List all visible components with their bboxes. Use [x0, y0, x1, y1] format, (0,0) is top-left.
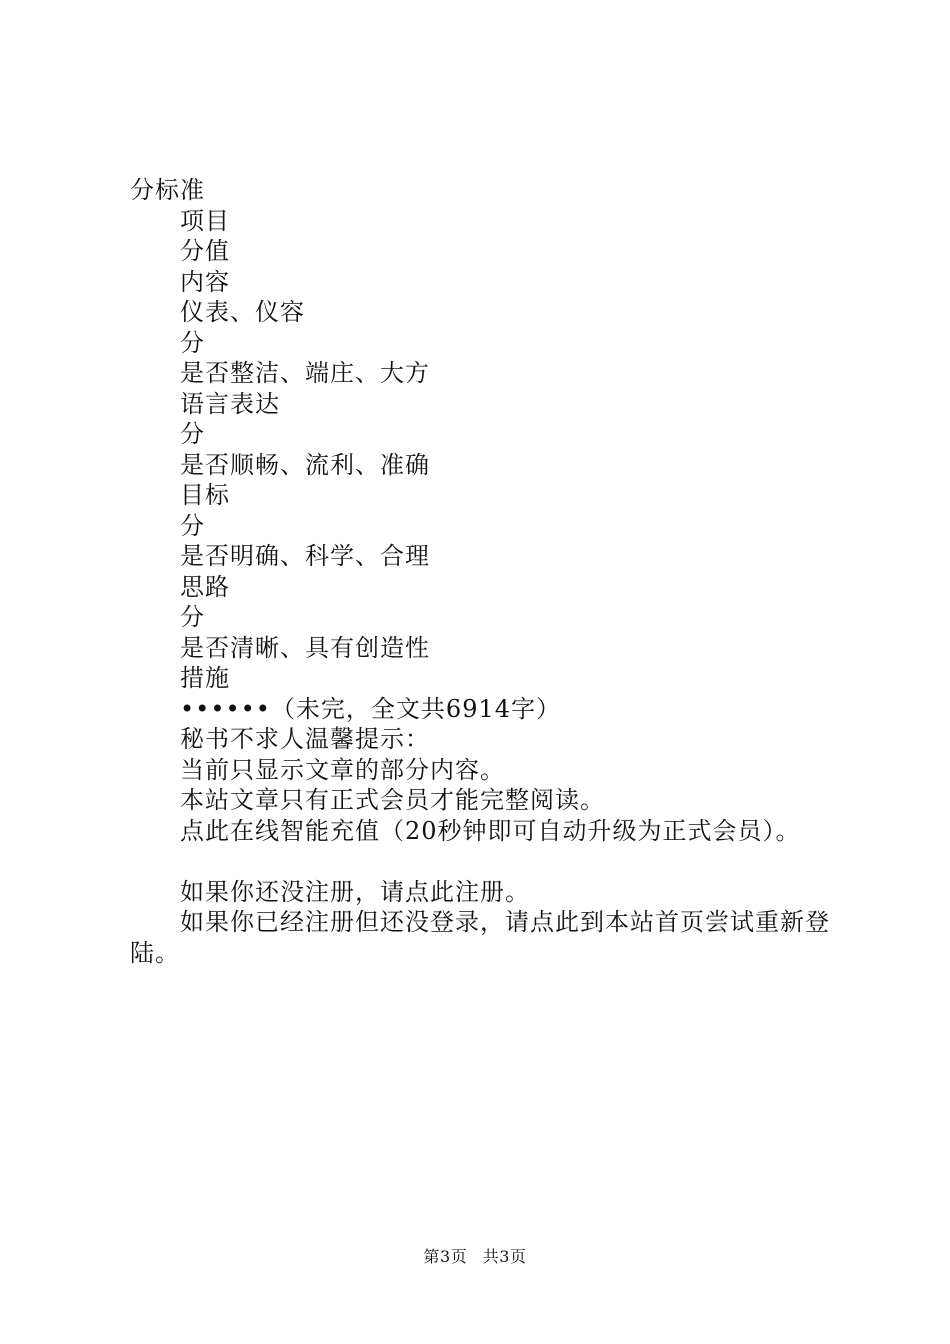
table-cell-score: 分	[180, 420, 205, 448]
login-link[interactable]: 如果你已经注册但还没登录，请点此到本站首页尝试重新登陆。	[130, 908, 830, 967]
table-cell-content: 是否明确、科学、合理	[180, 542, 430, 570]
document-body	[130, 175, 835, 968]
section-heading: 分标准	[130, 176, 205, 204]
tip-partial-content: 当前只显示文章的部分内容。	[180, 755, 505, 784]
table-cell-score-header: 分值	[180, 237, 230, 265]
table-cell-content: 是否清晰、具有创造性	[180, 633, 430, 662]
table-cell-score: 分	[180, 328, 205, 357]
table-cell-item: 仪表、仪容	[180, 298, 305, 326]
table-cell-content: 是否整洁、端庄、大方	[180, 359, 430, 387]
recharge-link[interactable]: 点此在线智能充值（20秒钟即可自动升级为正式会员）。	[180, 816, 801, 845]
register-link[interactable]: 如果你还没注册，请点此注册。	[180, 877, 530, 906]
table-cell-item: 思路	[180, 572, 230, 601]
table-cell-item: 目标	[180, 481, 230, 509]
table-cell-item: 语言表达	[180, 389, 280, 418]
truncation-notice: ••••••（未完，全文共6914字）	[180, 694, 562, 723]
table-cell-content: 是否顺畅、流利、准确	[180, 450, 430, 479]
tip-heading: 秘书不求人温馨提示：	[180, 725, 430, 753]
table-cell-score: 分	[180, 511, 205, 540]
table-cell-item: 措施	[180, 664, 230, 692]
spacer	[130, 846, 835, 877]
tip-members-only: 本站文章只有正式会员才能完整阅读。	[180, 786, 605, 814]
table-cell-item-header: 项目	[180, 206, 230, 235]
page-number: 第3页	[423, 1247, 468, 1266]
page-total: 共3页	[482, 1247, 527, 1266]
table-cell-content-header: 内容	[180, 267, 230, 296]
table-cell-score: 分	[180, 603, 205, 631]
page-footer	[0, 1244, 950, 1267]
